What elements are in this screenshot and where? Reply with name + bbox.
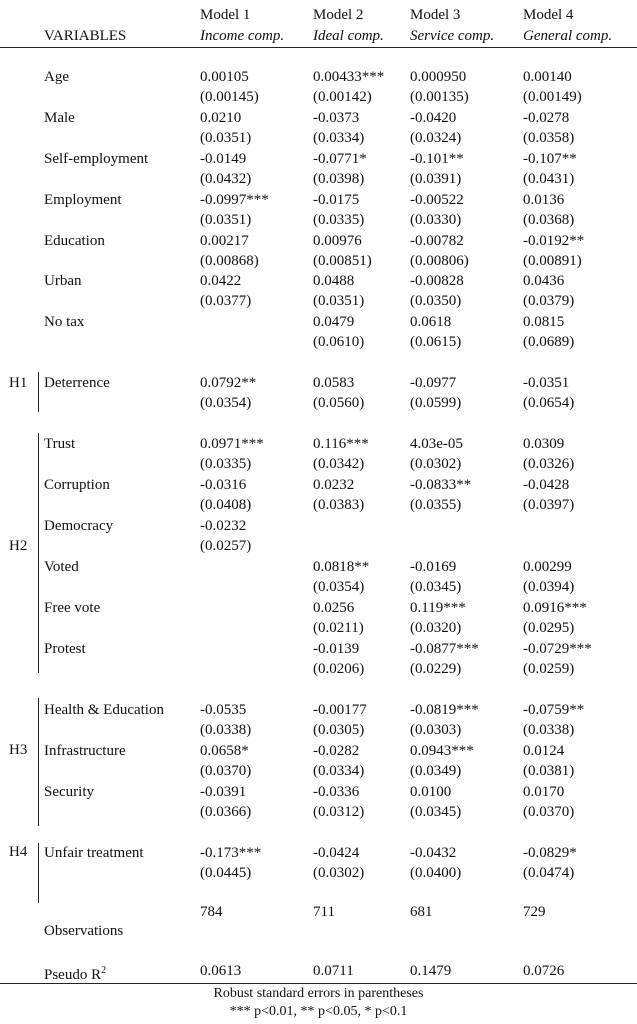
std-error-cell: (0.0326) [523,456,575,472]
coefficient-cell: 0.0436 [523,273,565,289]
pseudo-r2-m1: 0.0613 [200,963,242,979]
coefficient-cell: 0.0971*** [200,436,264,452]
bottom-rule [0,983,637,984]
variable-name: Employment [44,192,122,208]
coefficient-cell: -0.0877*** [410,641,479,657]
std-error-cell: (0.0354) [200,395,252,411]
coefficient-cell: -0.00828 [410,273,464,289]
coefficient-cell: 0.0583 [313,375,355,391]
coefficient-cell: -0.0819*** [410,702,479,718]
note-robust-se: Robust standard errors in parentheses [213,986,424,1001]
variable-name: Protest [44,641,86,657]
coefficient-cell: 0.0488 [313,273,355,289]
std-error-cell: (0.0211) [313,620,364,636]
coefficient-cell: 0.0309 [523,436,565,452]
std-error-cell: (0.0383) [313,497,365,513]
coefficient-cell: -0.0282 [313,743,360,759]
variable-name: Male [44,110,75,126]
variable-name: Trust [44,436,76,452]
std-error-cell: (0.0351) [200,212,252,228]
std-error-cell: (0.0305) [313,722,365,738]
std-error-cell: (0.0391) [410,171,462,187]
std-error-cell: (0.0302) [410,456,462,472]
coefficient-cell: 0.0422 [200,273,242,289]
std-error-cell: (0.00145) [200,89,259,105]
coefficient-cell: -0.0771* [313,151,367,167]
coefficient-cell: -0.0175 [313,192,360,208]
header-rule [0,47,637,48]
coefficient-cell: -0.107** [523,151,577,167]
observations-m1: 784 [200,904,223,920]
observations-m2: 711 [313,904,335,920]
std-error-cell: (0.0303) [410,722,462,738]
note-significance: *** p<0.01, ** p<0.05, * p<0.1 [229,1004,408,1019]
std-error-cell: (0.0335) [313,212,365,228]
hypothesis-h2: H2 [9,538,28,554]
coefficient-cell: -0.0351 [523,375,570,391]
std-error-cell: (0.00851) [313,253,372,269]
coefficient-cell: -0.0391 [200,784,247,800]
std-error-cell: (0.0312) [313,804,365,820]
std-error-cell: (0.0355) [410,497,462,513]
std-error-cell: (0.0351) [200,130,252,146]
variable-name: Unfair treatment [44,845,144,861]
hypothesis-h1: H1 [9,375,28,391]
coefficient-cell: 0.0210 [200,110,242,126]
coefficient-cell: -0.0977 [410,375,457,391]
pseudo-r2-m3: 0.1479 [410,963,452,979]
model-1-label: Model 1 [200,7,251,23]
coefficient-cell: -0.0428 [523,477,570,493]
std-error-cell: (0.00142) [313,89,372,105]
coefficient-cell: -0.0169 [410,559,457,575]
std-error-cell: (0.0432) [200,171,252,187]
variable-name: Democracy [44,518,114,534]
std-error-cell: (0.0206) [313,661,365,677]
std-error-cell: (0.0397) [523,497,575,513]
coefficient-cell: 0.0792** [200,375,257,391]
coefficient-cell: 0.0943*** [410,743,474,759]
h1-bracket [38,372,39,412]
std-error-cell: (0.00891) [523,253,582,269]
coefficient-cell: 0.00217 [200,233,249,249]
std-error-cell: (0.0654) [523,395,575,411]
std-error-cell: (0.0334) [313,763,365,779]
coefficient-cell: 0.119*** [410,600,466,616]
std-error-cell: (0.0320) [410,620,462,636]
std-error-cell: (0.00149) [523,89,582,105]
coefficient-cell: -0.0420 [410,110,457,126]
variable-name: Deterrence [44,375,110,391]
coefficient-cell: -0.101** [410,151,464,167]
pseudo-r2-label: Pseudo $R^2$ [44,965,107,983]
h2-bracket [38,433,39,673]
std-error-cell: (0.0370) [200,763,252,779]
coefficient-cell: -0.0424 [313,845,360,861]
std-error-cell: (0.0345) [410,804,462,820]
coefficient-cell: -0.0535 [200,702,247,718]
variable-name: Education [44,233,105,249]
std-error-cell: (0.0599) [410,395,462,411]
std-error-cell: (0.00868) [200,253,259,269]
coefficient-cell: -0.00522 [410,192,464,208]
std-error-cell: (0.0358) [523,130,575,146]
coefficient-cell: 0.000950 [410,69,467,85]
std-error-cell: (0.0366) [200,804,252,820]
std-error-cell: (0.0398) [313,171,365,187]
coefficient-cell: 0.0658* [200,743,249,759]
coefficient-cell: 0.116*** [313,436,369,452]
coefficient-cell: -0.0192** [523,233,585,249]
std-error-cell: (0.0338) [200,722,252,738]
variable-name: Age [44,69,69,85]
std-error-cell: (0.0350) [410,293,462,309]
std-error-cell: (0.0431) [523,171,575,187]
std-error-cell: (0.0610) [313,334,365,350]
coefficient-cell: -0.173*** [200,845,262,861]
coefficient-cell: 0.0256 [313,600,355,616]
coefficient-cell: -0.0278 [523,110,570,126]
coefficient-cell: 0.00433*** [313,69,385,85]
coefficient-cell: 4.03e-05 [410,436,463,452]
std-error-cell: (0.0381) [523,763,575,779]
variables-header: VARIABLES [44,28,127,44]
model-3-label: Model 3 [410,7,461,23]
coefficient-cell: -0.0139 [313,641,360,657]
coefficient-cell: -0.0997*** [200,192,269,208]
std-error-cell: (0.00135) [410,89,469,105]
variable-name: Health & Education [44,702,164,718]
variable-name: Urban [44,273,82,289]
observations-label: Observations [44,923,124,939]
std-error-cell: (0.0259) [523,661,575,677]
coefficient-cell: -0.00782 [410,233,464,249]
coefficient-cell: -0.0373 [313,110,360,126]
coefficient-cell: 0.0124 [523,743,565,759]
hypothesis-h4: H4 [9,844,28,860]
variable-name: Self-employment [44,151,149,167]
coefficient-cell: -0.0149 [200,151,247,167]
std-error-cell: (0.0334) [313,130,365,146]
std-error-cell: (0.0295) [523,620,575,636]
std-error-cell: (0.0342) [313,456,365,472]
std-error-cell: (0.0349) [410,763,462,779]
variable-name: Infrastructure [44,743,126,759]
hypothesis-h3: H3 [9,742,28,758]
h3-bracket [38,698,39,826]
model-2-label: Model 2 [313,7,364,23]
coefficient-cell: 0.0479 [313,314,355,330]
variable-name: Free vote [44,600,101,616]
pseudo-r2-m4: 0.0726 [523,963,565,979]
std-error-cell: (0.0474) [523,865,575,881]
std-error-cell: (0.0370) [523,804,575,820]
coefficient-cell: -0.00177 [313,702,367,718]
std-error-cell: (0.0324) [410,130,462,146]
coefficient-cell: 0.00976 [313,233,362,249]
std-error-cell: (0.0445) [200,865,252,881]
std-error-cell: (0.0379) [523,293,575,309]
std-error-cell: (0.0335) [200,456,252,472]
coefficient-cell: -0.0432 [410,845,457,861]
coefficient-cell: 0.0916*** [523,600,587,616]
std-error-cell: (0.0302) [313,865,365,881]
coefficient-cell: -0.0316 [200,477,247,493]
coefficient-cell: 0.0818** [313,559,370,575]
model-2-sub: Ideal comp. [313,28,384,44]
coefficient-cell: -0.0833** [410,477,472,493]
coefficient-cell: 0.0136 [523,192,565,208]
coefficient-cell: -0.0829* [523,845,577,861]
std-error-cell: (0.00806) [410,253,469,269]
std-error-cell: (0.0408) [200,497,252,513]
std-error-cell: (0.0257) [200,538,252,554]
coefficient-cell: -0.0759** [523,702,585,718]
coefficient-cell: 0.0170 [523,784,565,800]
model-3-sub: Service comp. [410,28,495,44]
h4-bracket [38,843,39,903]
coefficient-cell: 0.0815 [523,314,565,330]
coefficient-cell: 0.00140 [523,69,572,85]
observations-m3: 681 [410,904,433,920]
model-4-label: Model 4 [523,7,574,23]
variable-name: No tax [44,314,85,330]
observations-m4: 729 [523,904,546,920]
coefficient-cell: -0.0336 [313,784,360,800]
variable-name: Security [44,784,94,800]
std-error-cell: (0.0689) [523,334,575,350]
variable-name: Corruption [44,477,110,493]
coefficient-cell: 0.00299 [523,559,572,575]
model-4-sub: General comp. [523,28,613,44]
std-error-cell: (0.0394) [523,579,575,595]
std-error-cell: (0.0229) [410,661,462,677]
variable-name: Voted [44,559,79,575]
std-error-cell: (0.0377) [200,293,252,309]
coefficient-cell: -0.0729*** [523,641,592,657]
std-error-cell: (0.0354) [313,579,365,595]
coefficient-cell: 0.00105 [200,69,249,85]
model-1-sub: Income comp. [200,28,285,44]
pseudo-r2-m2: 0.0711 [313,963,354,979]
std-error-cell: (0.0615) [410,334,462,350]
coefficient-cell: -0.0232 [200,518,247,534]
std-error-cell: (0.0338) [523,722,575,738]
std-error-cell: (0.0368) [523,212,575,228]
std-error-cell: (0.0345) [410,579,462,595]
std-error-cell: (0.0351) [313,293,365,309]
coefficient-cell: 0.0618 [410,314,452,330]
std-error-cell: (0.0330) [410,212,462,228]
std-error-cell: (0.0400) [410,865,462,881]
coefficient-cell: 0.0232 [313,477,355,493]
coefficient-cell: 0.0100 [410,784,452,800]
std-error-cell: (0.0560) [313,395,365,411]
